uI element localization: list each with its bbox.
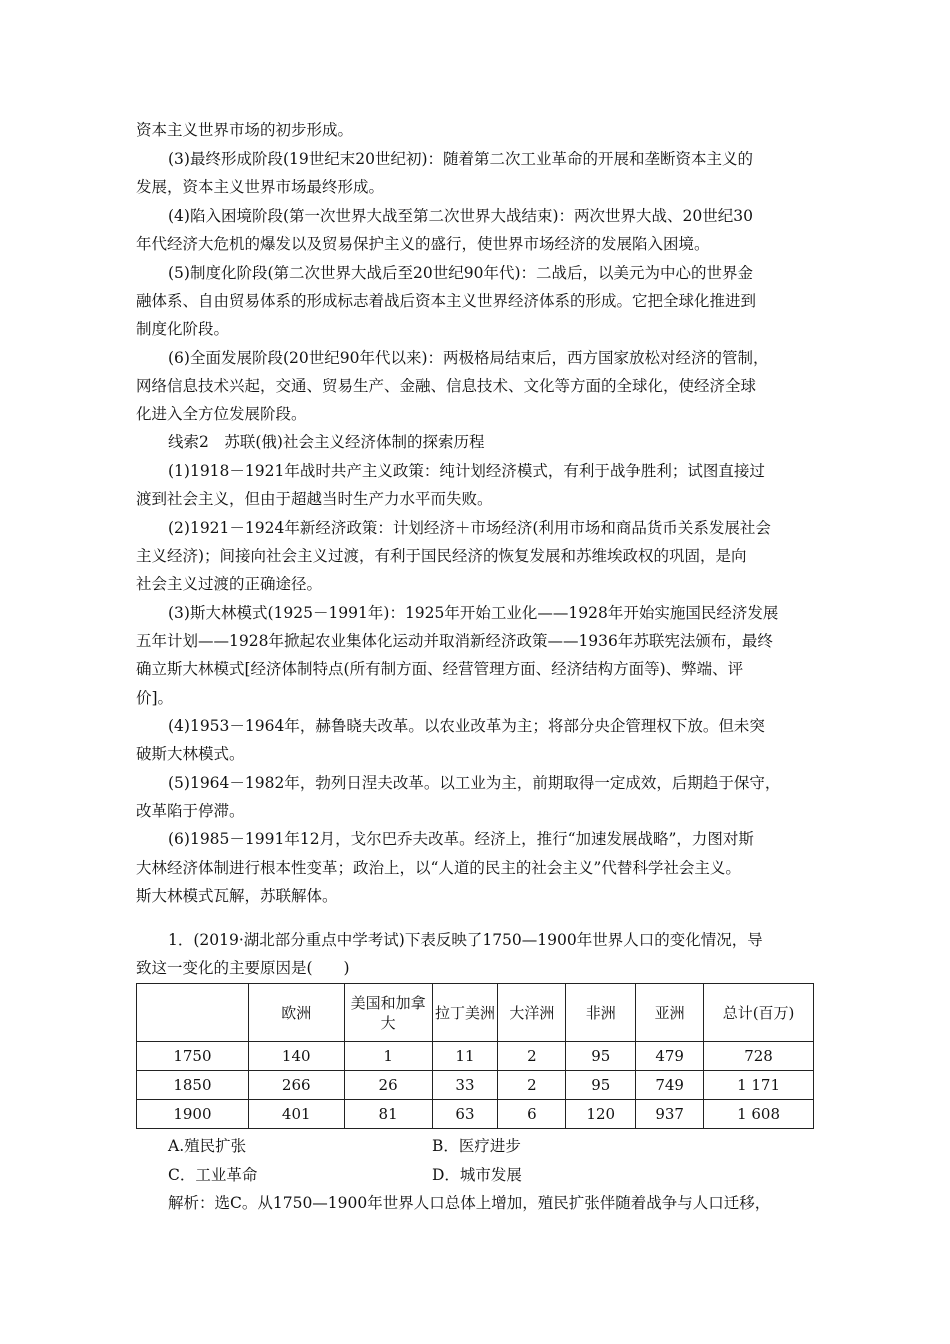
paragraph-line: (1)1918－1921年战时共产主义政策：纯计划经济模式，有利于战争胜利；试图直接过 (168, 462, 765, 480)
table-cell: 401 (248, 1100, 344, 1129)
table-cell: 1 171 (704, 1071, 814, 1100)
analysis-text: 解析：选C。从1750—1900年世界人口总体上增加，殖民扩张伴随着战争与人口迁移， (168, 1194, 771, 1212)
paragraph-line: 主义经济)；间接向社会主义过渡，有利于国民经济的恢复发展和苏维埃政权的巩固，是向 (136, 547, 747, 565)
paragraph-line: 融体系、自由贸易体系的形成标志着战后资本主义世界经济体系的形成。它把全球化推进到 (136, 292, 757, 310)
table-cell: 33 (432, 1071, 498, 1100)
table-cell: 1750 (137, 1042, 249, 1071)
table-row (137, 1071, 814, 1100)
table-cell: 6 (498, 1100, 566, 1129)
paragraph-line: 发展，资本主义世界市场最终形成。 (136, 178, 385, 196)
paragraph-line: 五年计划——1928年掀起农业集体化运动并取消新经济政策——1936年苏联宪法颁布，最终 (136, 632, 773, 650)
table-cell: 120 (566, 1100, 636, 1129)
paragraph-line: (5)1964－1982年，勃列日涅夫改革。以工业为主，前期取得一定成效，后期趋于保守， (168, 774, 781, 792)
table-cell: 937 (636, 1100, 704, 1129)
table-header-cell: 非洲 (566, 984, 636, 1042)
table-cell: 1 608 (704, 1100, 814, 1129)
table-cell: 63 (432, 1100, 498, 1129)
table-cell: 95 (566, 1042, 636, 1071)
table-cell: 479 (636, 1042, 704, 1071)
paragraph-line: 改革陷于停滞。 (136, 802, 245, 820)
table-header-row (137, 984, 814, 1042)
paragraph-line: (4)1953－1964年，赫鲁晓夫改革。以农业改革为主；将部分央企管理权下放。但未突 (168, 717, 765, 735)
paragraph-line: 社会主义过渡的正确途径。 (136, 575, 323, 593)
option-a: A.殖民扩张 (168, 1137, 247, 1155)
paragraph-line: 斯大林模式瓦解，苏联解体。 (136, 887, 338, 905)
paragraph-line: 化进入全方位发展阶段。 (136, 405, 307, 423)
population-table (136, 983, 814, 1129)
table-cell: 1850 (137, 1071, 249, 1100)
table-header-cell: 欧洲 (248, 984, 344, 1042)
table-cell: 749 (636, 1071, 704, 1100)
table-header-cell: 拉丁美洲 (432, 984, 498, 1042)
paragraph-line: 网络信息技术兴起，交通、贸易生产、金融、信息技术、文化等方面的全球化，使经济全球 (136, 377, 757, 395)
table-cell: 728 (704, 1042, 814, 1071)
paragraph-line: (4)陷入困境阶段(第一次世界大战至第二次世界大战结束)：两次世界大战、20世纪30 (168, 207, 753, 225)
option-d: D．城市发展 (432, 1166, 522, 1184)
paragraph-line: 资本主义世界市场的初步形成。 (136, 121, 354, 139)
table-cell: 2 (498, 1071, 566, 1100)
table-cell: 2 (498, 1042, 566, 1071)
table-cell: 1 (344, 1042, 432, 1071)
paragraph-line: 价]。 (136, 689, 174, 707)
table-header-cell: 美国和加拿大 (344, 984, 432, 1042)
section-heading: 线索2 苏联(俄)社会主义经济体制的探索历程 (168, 433, 485, 451)
option-c: C．工业革命 (168, 1166, 258, 1184)
table-row (137, 1100, 814, 1129)
paragraph-line: (2)1921－1924年新经济政策：计划经济＋市场经济(利用市场和商品货币关系发展社会 (168, 519, 771, 537)
table-cell: 95 (566, 1071, 636, 1100)
paragraph-line: (3)斯大林模式(1925－1991年)：1925年开始工业化——1928年开始实施国民经济发展 (168, 604, 779, 622)
table-header-cell: 大洋洲 (498, 984, 566, 1042)
table-cell: 140 (248, 1042, 344, 1071)
paragraph-line: 大林经济体制进行根本性变革；政治上，以“人道的民主的社会主义”代替科学社会主义。 (136, 859, 741, 877)
table-cell: 1900 (137, 1100, 249, 1129)
table-cell: 11 (432, 1042, 498, 1071)
paragraph-line: 制度化阶段。 (136, 320, 230, 338)
table-cell: 26 (344, 1071, 432, 1100)
paragraph-line: 年代经济大危机的爆发以及贸易保护主义的盛行，使世界市场经济的发展陷入困境。 (136, 235, 710, 253)
table-header-cell: 亚洲 (636, 984, 704, 1042)
paragraph-line: (3)最终形成阶段(19世纪末20世纪初)：随着第二次工业革命的开展和垄断资本主义的 (168, 150, 753, 168)
paragraph-line: 渡到社会主义，但由于超越当时生产力水平而失败。 (136, 490, 493, 508)
paragraph-line: (5)制度化阶段(第二次世界大战后至20世纪90年代)：二战后，以美元为中心的世界金 (168, 264, 753, 282)
table-header-cell (137, 984, 249, 1042)
question-stem: 1．(2019·湖北部分重点中学考试)下表反映了1750—1900年世界人口的变化情况，导 (168, 931, 763, 949)
table-row (137, 1042, 814, 1071)
table-cell: 266 (248, 1071, 344, 1100)
paragraph-line: 确立斯大林模式[经济体制特点(所有制方面、经营管理方面、经济结构方面等)、弊端、评 (136, 660, 744, 678)
question-stem: 致这一变化的主要原因是( ) (136, 959, 350, 977)
table-header-cell: 总计(百万) (704, 984, 814, 1042)
option-b: B．医疗进步 (432, 1137, 521, 1155)
paragraph-line: 破斯大林模式。 (136, 745, 245, 763)
paragraph-line: (6)全面发展阶段(20世纪90年代以来)：两极格局结束后，西方国家放松对经济的管制， (168, 349, 769, 367)
table-cell: 81 (344, 1100, 432, 1129)
paragraph-line: (6)1985－1991年12月，戈尔巴乔夫改革。经济上，推行“加速发展战略”，力图对斯 (168, 830, 754, 848)
